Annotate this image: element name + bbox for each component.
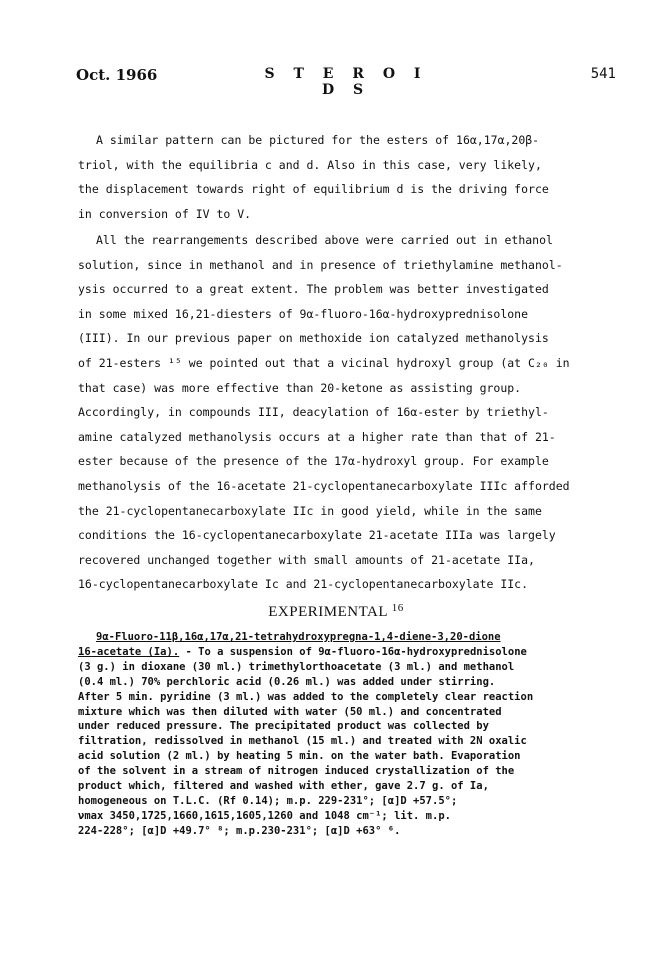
compound-title-continued: 16-acetate (Ia). — [78, 645, 180, 658]
experimental-procedure — [78, 630, 598, 839]
procedure-line: 224-228°; [α]D +49.7° ⁸; m.p.230-231°; [α]D +63° ⁶. — [78, 824, 401, 837]
procedure-line: - To a suspension of 9α-fluoro-16α-hydroxyprednisolone — [179, 645, 527, 658]
header-page-number: 541 — [590, 66, 616, 82]
paragraph-line: (III). In our previous paper on methoxide ion catalyzed methanolysis — [78, 331, 549, 346]
section-title: EXPERIMENTAL — [268, 604, 388, 620]
paragraph-line: ysis occurred to a great extent. The problem was better investigated — [78, 282, 549, 297]
compound-title: 9α-Fluoro-11β,16α,17α,21-tetrahydroxypregna-1,4-diene-3,20-dione — [96, 631, 501, 643]
paragraph-line: the displacement towards right of equilibrium d is the driving force — [78, 182, 549, 197]
section-reference: 16 — [391, 602, 404, 614]
paragraph-line: methanolysis of the 16-acetate 21-cyclopentanecarboxylate IIIc afforded — [78, 478, 570, 493]
paragraph-line: in some mixed 16,21-diesters of 9α-fluoro-16α-hydroxyprednisolone — [78, 306, 529, 321]
section-heading-experimental — [0, 602, 672, 621]
header-date: Oct. 1966 — [76, 66, 158, 84]
procedure-line: filtration, redissolved in methanol (15 ml.) and treated with 2N oxalic — [78, 735, 527, 748]
procedure-line: νmax 3450,1725,1660,1615,1605,1260 and 1048 cm⁻¹; lit. m.p. — [78, 809, 451, 822]
page-header — [76, 66, 616, 98]
procedure-line: mixture which was then diluted with water (50 ml.) and concentrated — [78, 705, 502, 718]
paragraph-line: All the rearrangements described above were carried out in ethanol — [96, 233, 553, 247]
paragraph-line: in conversion of IV to V. — [78, 206, 252, 221]
procedure-line: homogeneous on T.L.C. (Rf 0.14); m.p. 229-231°; [α]D +57.5°; — [78, 794, 458, 807]
paragraph-line: that case) was more effective than 20-ketone as assisting group. — [78, 380, 522, 395]
paragraph-line: of 21-esters ¹⁵ we pointed out that a vicinal hydroxyl group (at C₂₀ in — [78, 355, 570, 370]
paragraph-line: the 21-cyclopentanecarboxylate IIc in good yield, while in the same — [78, 503, 542, 518]
paragraph-esters-pattern — [78, 128, 598, 226]
procedure-line: of the solvent in a stream of nitrogen induced crystallization of the — [78, 765, 515, 778]
paragraph-rearrangements — [78, 228, 598, 597]
procedure-line: After 5 min. pyridine (3 ml.) was added to the completely clear reaction — [78, 690, 534, 703]
paragraph-line: ester because of the presence of the 17α-hydroxyl group. For example — [78, 454, 549, 469]
paragraph-line: Accordingly, in compounds III, deacylation of 16α-ester by triethyl- — [78, 405, 549, 420]
paragraph-line: 16-cyclopentanecarboxylate Ic and 21-cyclopentanecarboxylate IIc. — [78, 577, 529, 592]
procedure-line: acid solution (2 ml.) by heating 5 min. on the water bath. Evaporation — [78, 750, 521, 763]
procedure-line: (0.4 ml.) 70% perchloric acid (0.26 ml.) was added under stirring. — [78, 675, 496, 688]
paragraph-line: recovered unchanged together with small amounts of 21-acetate IIa, — [78, 552, 535, 567]
procedure-line: under reduced pressure. The precipitated product was collected by — [78, 720, 489, 733]
paragraph-line: solution, since in methanol and in presence of triethylamine methanol- — [78, 257, 563, 272]
paragraph-line: A similar pattern can be pictured for the esters of 16α,17α,20β- — [96, 133, 540, 147]
paragraph-line: triol, with the equilibria c and d. Also in this case, very likely, — [78, 157, 542, 172]
procedure-line: (3 g.) in dioxane (30 ml.) trimethylorthoacetate (3 ml.) and methanol — [78, 660, 515, 673]
header-journal-title: S T E R O I D S — [264, 66, 428, 98]
procedure-line: product which, filtered and washed with ether, gave 2.7 g. of Ia, — [78, 780, 489, 793]
paragraph-line: amine catalyzed methanolysis occurs at a higher rate than that of 21- — [78, 429, 556, 444]
paragraph-line: conditions the 16-cyclopentanecarboxylate 21-acetate IIIa was largely — [78, 528, 556, 543]
